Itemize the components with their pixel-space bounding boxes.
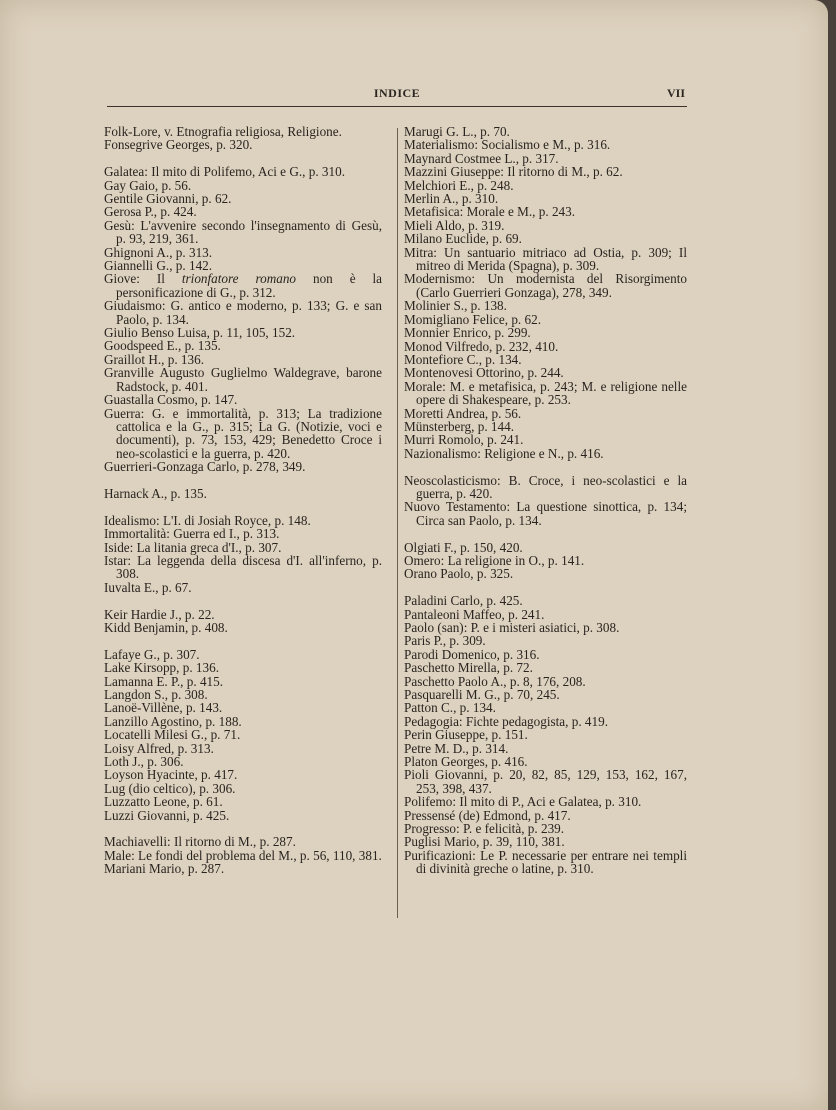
entry-text: Patton C., p. 134. <box>404 700 496 716</box>
index-entry <box>104 514 382 527</box>
entry-italic-text: trionfatore romano <box>181 271 297 287</box>
entry-text: Petre M. D., p. 314. <box>404 740 509 756</box>
index-entry <box>404 701 687 714</box>
entry-text: Giudaismo: G. antico e moderno, p. 133; G. e san Paolo, p. 134. <box>104 298 382 327</box>
letter-gap <box>104 822 382 835</box>
index-entry <box>104 862 382 875</box>
entry-text: Murri Romolo, p. 241. <box>404 432 524 448</box>
entry-text: Progresso: P. e felicità, p. 239. <box>404 821 565 837</box>
entry-text: Montefiore C., p. 134. <box>404 351 522 367</box>
entry-text: Omero: La religione in O., p. 141. <box>404 552 585 568</box>
entry-text: Parodi Domenico, p. 316. <box>404 646 540 662</box>
index-entry <box>404 809 687 822</box>
letter-gap <box>404 581 687 594</box>
entry-text: Montenovesi Ottorino, p. 244. <box>404 365 564 381</box>
index-entry <box>404 474 687 501</box>
entry-text: Mieli Aldo, p. 319. <box>404 217 505 233</box>
entry-text: Lanzillo Agostino, p. 188. <box>104 713 242 729</box>
index-entry <box>104 487 382 500</box>
entry-text: Guastalla Cosmo, p. 147. <box>104 392 238 408</box>
header-rule <box>107 106 687 107</box>
index-entry <box>404 742 687 755</box>
entry-text: Orano Paolo, p. 325. <box>404 566 514 582</box>
index-entry <box>104 608 382 621</box>
index-entry <box>404 165 687 178</box>
entry-text: Luzzatto Leone, p. 61. <box>104 794 223 810</box>
entry-text: Maynard Costmee L., p. 317. <box>404 150 559 166</box>
index-entry <box>404 407 687 420</box>
entry-text: Pasquarelli M. G., p. 70, 245. <box>404 687 560 703</box>
index-entry <box>104 688 382 701</box>
index-entry <box>104 835 382 848</box>
index-entry <box>104 205 382 218</box>
entry-text: Melchiori E., p. 248. <box>404 177 514 193</box>
entry-text: Iside: La litania greca d'I., p. 307. <box>104 539 282 555</box>
index-entry <box>404 433 687 446</box>
index-entry <box>404 849 687 876</box>
entry-text: Marugi G. L., p. 70. <box>404 124 510 139</box>
index-entry <box>104 795 382 808</box>
index-entry <box>404 299 687 312</box>
index-entry <box>104 701 382 714</box>
entry-text: Pressensé (de) Edmond, p. 417. <box>404 807 571 823</box>
index-entry <box>404 179 687 192</box>
entry-text: Locatelli Milesi G., p. 71. <box>104 727 241 743</box>
index-entry <box>404 541 687 554</box>
letter-gap <box>104 634 382 647</box>
index-entry <box>104 581 382 594</box>
entry-text: Keir Hardie J., p. 22. <box>104 606 215 622</box>
letter-gap <box>104 594 382 607</box>
index-entry <box>404 608 687 621</box>
column-divider <box>397 128 398 918</box>
entry-text: Mariani Mario, p. 287. <box>104 861 225 877</box>
entry-text: Morale: M. e metafisica, p. 243; M. e religione nelle opere di Shakespeare, p. 253. <box>404 378 687 408</box>
entry-text: Perin Giuseppe, p. 151. <box>404 727 528 743</box>
index-entry <box>404 138 687 151</box>
index-entry <box>104 165 382 178</box>
entry-text: Folk-Lore, v. Etnografia religiosa, Religione. <box>104 124 342 139</box>
index-entry <box>104 407 382 461</box>
entry-text: Gay Gaio, p. 56. <box>104 177 192 193</box>
entry-text: Loisy Alfred, p. 313. <box>104 740 214 756</box>
entry-text: Monod Vilfredo, p. 232, 410. <box>404 338 559 354</box>
entry-text: Giulio Benso Luisa, p. 11, 105, 152. <box>104 325 296 341</box>
index-entry <box>104 353 382 366</box>
index-entry <box>404 688 687 701</box>
entry-text: Lug (dio celtico), p. 306. <box>104 780 236 796</box>
index-entry <box>104 366 382 393</box>
index-entry <box>404 125 687 138</box>
index-entry <box>104 326 382 339</box>
index-entry <box>404 648 687 661</box>
entry-text: Mitra: Un santuario mitriaco ad Ostia, p. 309; Il mitreo di Merida (Spagna), p. 309. <box>404 244 687 274</box>
entry-text: Materialismo: Socialismo e M., p. 316. <box>404 137 611 153</box>
index-entry <box>104 554 382 581</box>
entry-text: Iuvalta E., p. 67. <box>104 579 192 595</box>
index-entry <box>404 246 687 273</box>
entry-text: Paris P., p. 309. <box>404 633 486 649</box>
index-entry <box>104 728 382 741</box>
index-entry <box>404 232 687 245</box>
entry-text: Neoscolasticismo: B. Croce, i neo-scolastici e la guerra, p. 420. <box>404 472 687 501</box>
entry-text: Paladini Carlo, p. 425. <box>404 593 523 609</box>
index-entry <box>104 742 382 755</box>
index-entry <box>104 138 382 151</box>
index-entry <box>104 339 382 352</box>
letter-gap <box>104 500 382 513</box>
entry-text: Male: Le fondi del problema del M., p. 56, 110, 381. <box>104 847 382 863</box>
entry-text: Luzzi Giovanni, p. 425. <box>104 807 230 823</box>
entry-text: Metafisica: Morale e M., p. 243. <box>404 204 576 220</box>
entry-text: Molinier S., p. 138. <box>404 298 507 314</box>
index-entry <box>104 179 382 192</box>
entry-text: Puglisi Mario, p. 39, 110, 381. <box>404 834 565 850</box>
index-entry <box>404 313 687 326</box>
index-entry <box>404 567 687 580</box>
entry-text: Graillot H., p. 136. <box>104 351 204 367</box>
entry-text: Ghignoni A., p. 313. <box>104 244 213 260</box>
index-entry <box>404 380 687 407</box>
index-entry <box>404 152 687 165</box>
index-entry <box>404 219 687 232</box>
index-entry <box>104 393 382 406</box>
index-entry <box>404 715 687 728</box>
index-entry <box>104 219 382 246</box>
entry-text: Gentile Giovanni, p. 62. <box>104 191 232 207</box>
index-entry <box>104 849 382 862</box>
index-entry <box>404 755 687 768</box>
entry-text: Paolo (san): P. e i misteri asiatici, p. 308. <box>404 619 620 635</box>
index-entry <box>404 795 687 808</box>
entry-text: Münsterberg, p. 144. <box>404 418 515 434</box>
entry-text: Fonsegrive Georges, p. 320. <box>104 137 253 153</box>
entry-text: Goodspeed E., p. 135. <box>104 338 221 354</box>
letter-gap <box>104 152 382 165</box>
entry-text: Merlin A., p. 310. <box>404 191 499 207</box>
index-entry <box>404 205 687 218</box>
letter-gap <box>404 527 687 540</box>
entry-text: Loyson Hyacinte, p. 417. <box>104 767 238 783</box>
index-entry <box>404 835 687 848</box>
entry-text: Harnack A., p. 135. <box>104 485 207 501</box>
entry-text: Giannelli G., p. 142. <box>104 258 213 274</box>
index-entry <box>104 648 382 661</box>
index-entry <box>404 366 687 379</box>
index-entry <box>104 246 382 259</box>
index-entry <box>104 755 382 768</box>
index-entry <box>404 728 687 741</box>
entry-text: Pantaleoni Maffeo, p. 241. <box>404 606 545 622</box>
entry-text: Galatea: Il mito di Polifemo, Aci e G., p. 310. <box>104 164 345 180</box>
letter-gap <box>104 474 382 487</box>
index-entry <box>404 353 687 366</box>
index-entry <box>404 272 687 299</box>
entry-text: Modernismo: Un modernista del Risorgimento (Carlo Guerrieri Gonzaga), 278, 349. <box>404 271 687 300</box>
index-entry <box>404 326 687 339</box>
entry-text: Momigliano Felice, p. 62. <box>404 311 541 327</box>
index-entry <box>104 125 382 138</box>
index-entry <box>404 420 687 433</box>
index-entry <box>104 782 382 795</box>
index-entry <box>404 822 687 835</box>
index-entry <box>404 447 687 460</box>
index-entry <box>104 715 382 728</box>
letter-gap <box>404 460 687 473</box>
entry-text: Granville Augusto Guglielmo Waldegrave, barone Radstock, p. 401. <box>104 365 382 394</box>
index-entry <box>104 768 382 781</box>
entry-text: Lake Kirsopp, p. 136. <box>104 660 220 676</box>
page-number: VII <box>666 86 685 100</box>
index-column-right <box>404 125 687 876</box>
index-entry <box>104 272 382 299</box>
entry-text: Milano Euclide, p. 69. <box>404 231 522 247</box>
entry-text: Platon Georges, p. 416. <box>404 754 528 770</box>
index-entry <box>104 527 382 540</box>
index-entry <box>104 192 382 205</box>
entry-text: Polifemo: Il mito di P., Aci e Galatea, p. 310. <box>404 794 642 810</box>
running-header <box>107 86 687 106</box>
entry-text: Gerosa P., p. 424. <box>104 204 197 220</box>
entry-text: Pioli Giovanni, p. 20, 82, 85, 129, 153, 162, 167, 253, 398, 437. <box>404 767 687 796</box>
entry-text: Nuovo Testamento: La questione sinottica, p. 134; Circa san Paolo, p. 134. <box>404 499 687 528</box>
index-entry <box>104 661 382 674</box>
entry-text: Lamanna E. P., p. 415. <box>104 673 224 689</box>
index-entry <box>404 621 687 634</box>
index-entry <box>404 554 687 567</box>
entry-text: Lanoë-Villène, p. 143. <box>104 700 223 716</box>
entry-text: Kidd Benjamin, p. 408. <box>104 619 228 635</box>
index-entry <box>104 299 382 326</box>
index-column-left <box>104 125 382 876</box>
index-entry <box>404 340 687 353</box>
entry-text: Moretti Andrea, p. 56. <box>404 405 522 421</box>
entry-text: Guerra: G. e immortalità, p. 313; La tradizione cattolica e la G., p. 315; La G. (Notizie, voci e documenti), p. 73, 153, 429; Benedetto Croce i neo-scolastici e la guerra, p. 420. <box>104 405 382 461</box>
entry-text: Machiavelli: Il ritorno di M., p. 287. <box>104 834 296 850</box>
index-entry <box>404 594 687 607</box>
entry-text: Langdon S., p. 308. <box>104 686 208 702</box>
entry-text: Monnier Enrico, p. 299. <box>404 325 531 341</box>
index-entry <box>404 768 687 795</box>
index-entry <box>104 809 382 822</box>
entry-text: Pedagogia: Fichte pedagogista, p. 419. <box>404 713 609 729</box>
index-entry <box>404 500 687 527</box>
entry-text: Loth J., p. 306. <box>104 754 184 770</box>
entry-text: Paschetto Mirella, p. 72. <box>404 660 533 676</box>
entry-text: Istar: La leggenda della discesa d'I. all'inferno, p. 308. <box>104 552 382 582</box>
index-entry <box>404 675 687 688</box>
index-entry <box>104 460 382 473</box>
index-entry <box>104 675 382 688</box>
entry-text: Olgiati F., p. 150, 420. <box>404 539 523 555</box>
index-entry <box>104 541 382 554</box>
entry-text-continued: non è la personificazione di G., p. 312. <box>116 271 383 300</box>
entry-text: Immortalità: Guerra ed I., p. 313. <box>104 526 280 542</box>
entry-text: Nazionalismo: Religione e N., p. 416. <box>404 445 604 461</box>
entry-text: Mazzini Giuseppe: Il ritorno di M., p. 62. <box>404 164 623 180</box>
entry-text: Purificazioni: Le P. necessarie per entrare nei templi di divinità greche o latine, p. 310. <box>404 847 687 877</box>
index-entry <box>404 661 687 674</box>
entry-text: Giove: Il <box>104 271 165 287</box>
index-entry <box>104 259 382 272</box>
entry-text: Idealismo: L'I. di Josiah Royce, p. 148. <box>104 512 311 528</box>
index-entry <box>404 192 687 205</box>
entry-text: Guerrieri-Gonzaga Carlo, p. 278, 349. <box>104 459 306 475</box>
entry-text: Gesù: L'avvenire secondo l'insegnamento di Gesù, p. 93, 219, 361. <box>104 217 382 247</box>
index-entry <box>404 634 687 647</box>
page-title: INDICE <box>373 86 421 100</box>
index-entry <box>104 621 382 634</box>
entry-text: Lafaye G., p. 307. <box>104 646 200 662</box>
entry-text: Paschetto Paolo A., p. 8, 176, 208. <box>404 673 586 689</box>
